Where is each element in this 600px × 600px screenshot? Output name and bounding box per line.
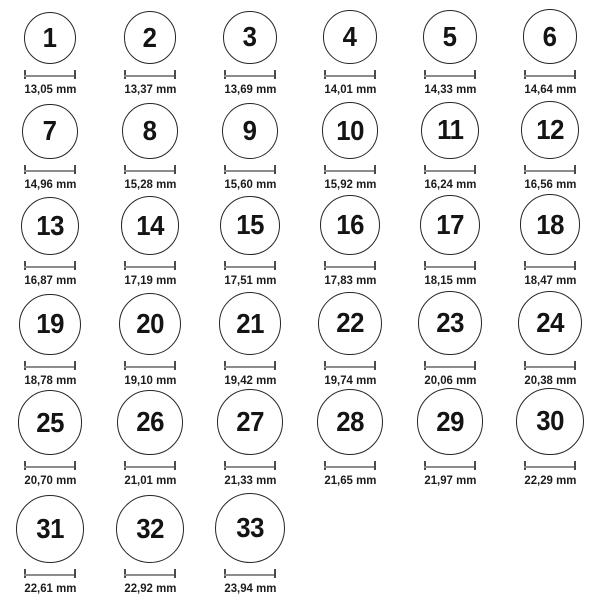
ring-circle [22,104,77,159]
ring-circle [518,291,582,355]
diameter-label: 22,92 mm [124,581,176,595]
diameter-dimension-line [24,165,76,174]
ring-circle [122,103,178,159]
dimension-tick-right [474,361,476,370]
dimension-rule [424,75,476,77]
dimension-rule [124,75,176,77]
ring-size-item [400,191,500,287]
diameter-label: 16,56 mm [524,177,576,191]
ring-circle [323,10,377,64]
ring-size-item [200,487,300,595]
ring-size-item [500,287,600,387]
ring-size-number: 24 [536,306,564,338]
diameter-dimension-line [324,461,376,470]
dimension-rule [424,466,476,468]
ring-size-number: 3 [243,21,257,53]
ring-size-item [0,287,100,387]
dimension-tick-right [74,361,76,370]
ring-size-item [400,6,500,96]
dimension-rule [324,170,376,172]
diameter-label: 18,78 mm [24,373,76,387]
ring-size-number: 17 [436,208,464,240]
ring-circle [219,292,282,355]
ring-size-number: 6 [543,20,557,52]
ring-circle [21,197,79,255]
dimension-rule [324,466,376,468]
dimension-rule [124,574,176,576]
dimension-rule [324,366,376,368]
diameter-dimension-line [24,461,76,470]
ring-size-item [0,487,100,595]
dimension-tick-right [174,361,176,370]
dimension-rule [24,366,76,368]
diameter-dimension-line [24,569,76,578]
ring-circle [521,101,579,159]
ring-size-item [500,387,600,487]
diameter-dimension-line [224,165,276,174]
dimension-tick-right [74,70,76,79]
ring-size-item [500,191,600,287]
diameter-label: 23,94 mm [224,581,276,595]
ring-size-item [500,96,600,191]
ring-circle [124,11,177,64]
ring-size-number: 31 [36,513,64,545]
diameter-label: 17,19 mm [124,273,176,287]
dimension-rule [224,170,276,172]
diameter-label: 15,28 mm [124,177,176,191]
diameter-label: 18,47 mm [524,273,576,287]
diameter-label: 19,10 mm [124,373,176,387]
dimension-tick-right [74,569,76,578]
dimension-tick-right [174,70,176,79]
diameter-dimension-line [524,261,576,270]
diameter-label: 20,38 mm [524,373,576,387]
diameter-label: 13,05 mm [24,82,76,96]
ring-size-item [0,191,100,287]
dimension-tick-right [274,70,276,79]
ring-size-item [300,287,400,387]
dimension-rule [224,466,276,468]
dimension-tick-right [474,261,476,270]
ring-size-item [300,387,400,487]
diameter-dimension-line [524,165,576,174]
ring-circle [418,291,482,355]
dimension-rule [524,75,576,77]
ring-size-item [100,6,200,96]
ring-size-number: 15 [236,209,264,241]
dimension-rule [524,366,576,368]
diameter-label: 22,61 mm [24,581,76,595]
diameter-dimension-line [224,361,276,370]
ring-size-number: 9 [243,114,257,146]
ring-size-item [0,387,100,487]
dimension-tick-right [274,261,276,270]
dimension-tick-right [74,165,76,174]
dimension-rule [224,75,276,77]
diameter-dimension-line [124,261,176,270]
ring-circle [523,9,578,64]
diameter-dimension-line [524,461,576,470]
dimension-rule [224,266,276,268]
diameter-label: 14,01 mm [324,82,376,96]
diameter-dimension-line [24,361,76,370]
diameter-dimension-line [124,461,176,470]
ring-size-number: 21 [236,307,264,339]
dimension-rule [524,466,576,468]
ring-size-item [400,96,500,191]
dimension-tick-right [574,261,576,270]
dimension-rule [224,366,276,368]
ring-size-number: 27 [236,406,264,438]
diameter-label: 13,69 mm [224,82,276,96]
ring-circle [222,103,278,159]
ring-circle [121,196,180,255]
ring-circle [19,294,80,355]
dimension-rule [424,366,476,368]
dimension-rule [24,266,76,268]
ring-size-number: 10 [336,114,364,146]
ring-size-number: 16 [336,209,364,241]
diameter-label: 19,74 mm [324,373,376,387]
diameter-dimension-line [424,261,476,270]
dimension-tick-right [174,461,176,470]
ring-circle [520,194,581,255]
dimension-rule [324,75,376,77]
dimension-tick-right [274,165,276,174]
dimension-rule [24,574,76,576]
diameter-label: 21,01 mm [124,473,176,487]
diameter-label: 15,92 mm [324,177,376,191]
ring-size-item [0,6,100,96]
diameter-label: 21,33 mm [224,473,276,487]
dimension-tick-right [274,461,276,470]
diameter-dimension-line [524,70,576,79]
diameter-label: 16,24 mm [424,177,476,191]
ring-circle [317,389,383,455]
ring-circle [116,495,184,563]
dimension-tick-right [274,569,276,578]
dimension-rule [424,266,476,268]
ring-size-item [200,6,300,96]
ring-size-item [200,287,300,387]
diameter-dimension-line [424,165,476,174]
diameter-label: 14,64 mm [524,82,576,96]
ring-circle [24,12,76,64]
ring-size-number: 4 [343,21,357,53]
diameter-dimension-line [324,361,376,370]
ring-size-item [100,287,200,387]
ring-circle [320,195,380,255]
ring-size-number: 20 [136,308,164,339]
ring-circle [18,390,83,455]
dimension-rule [424,170,476,172]
dimension-rule [124,170,176,172]
ring-size-number: 30 [536,405,564,437]
diameter-dimension-line [424,361,476,370]
ring-circle [119,293,181,355]
dimension-rule [124,466,176,468]
ring-circle [417,388,484,455]
diameter-dimension-line [324,70,376,79]
dimension-tick-right [374,261,376,270]
dimension-rule [24,466,76,468]
ring-size-item [500,6,600,96]
dimension-tick-right [74,261,76,270]
ring-size-item [400,387,500,487]
diameter-dimension-line [124,70,176,79]
ring-size-item [100,96,200,191]
ring-size-number: 1 [43,22,57,53]
diameter-dimension-line [224,461,276,470]
diameter-dimension-line [124,165,176,174]
ring-size-number: 28 [336,405,364,437]
diameter-dimension-line [424,70,476,79]
ring-circle [420,195,480,255]
ring-circle [423,10,477,64]
dimension-tick-right [174,261,176,270]
dimension-rule [224,574,276,576]
diameter-label: 19,42 mm [224,373,276,387]
dimension-tick-right [74,461,76,470]
diameter-label: 13,37 mm [124,82,176,96]
ring-circle [16,495,84,563]
diameter-label: 20,70 mm [24,473,76,487]
dimension-rule [24,170,76,172]
ring-circle [117,390,182,455]
ring-size-number: 5 [443,20,457,52]
dimension-tick-right [474,70,476,79]
dimension-tick-right [574,70,576,79]
dimension-tick-right [574,461,576,470]
dimension-tick-right [274,361,276,370]
ring-size-item [200,387,300,487]
dimension-tick-right [174,569,176,578]
ring-circle [421,102,478,159]
ring-size-number: 11 [436,114,464,146]
ring-size-item [200,191,300,287]
dimension-tick-right [174,165,176,174]
ring-size-item [0,96,100,191]
diameter-dimension-line [24,70,76,79]
diameter-dimension-line [24,261,76,270]
ring-size-item [400,287,500,387]
ring-size-item [200,96,300,191]
ring-size-number: 29 [436,405,464,437]
diameter-label: 22,29 mm [524,473,576,487]
dimension-rule [524,170,576,172]
diameter-dimension-line [224,261,276,270]
ring-circle [322,102,379,159]
diameter-label: 15,60 mm [224,177,276,191]
ring-size-number: 22 [336,307,364,339]
ring-size-number: 12 [536,114,564,146]
diameter-label: 16,87 mm [24,273,76,287]
ring-size-item [100,191,200,287]
dimension-rule [124,366,176,368]
diameter-label: 21,97 mm [424,473,476,487]
dimension-rule [324,266,376,268]
ring-size-number: 8 [143,115,157,147]
dimension-tick-right [374,361,376,370]
ring-size-number: 18 [536,208,564,240]
ring-size-number: 26 [136,406,164,438]
diameter-label: 14,96 mm [24,177,76,191]
ring-size-number: 32 [136,512,164,544]
ring-size-item [300,191,400,287]
ring-size-number: 2 [143,21,157,53]
dimension-tick-right [474,461,476,470]
dimension-tick-right [374,165,376,174]
ring-size-number: 19 [36,308,64,340]
diameter-label: 20,06 mm [424,373,476,387]
dimension-rule [24,75,76,77]
dimension-tick-right [574,165,576,174]
dimension-tick-right [374,70,376,79]
diameter-dimension-line [524,361,576,370]
dimension-rule [124,266,176,268]
ring-size-number: 23 [436,307,464,339]
diameter-dimension-line [124,569,176,578]
dimension-rule [524,266,576,268]
ring-size-item [100,487,200,595]
ring-circle [217,389,283,455]
diameter-label: 18,15 mm [424,273,476,287]
ring-size-number: 25 [36,406,64,438]
diameter-dimension-line [324,261,376,270]
ring-size-number: 7 [43,115,57,147]
diameter-label: 17,51 mm [224,273,276,287]
ring-size-item [100,387,200,487]
diameter-label: 21,65 mm [324,473,376,487]
ring-size-number: 14 [136,209,164,241]
ring-circle [223,11,276,64]
ring-circle [516,388,583,455]
dimension-tick-right [574,361,576,370]
ring-circle [215,493,285,563]
dimension-tick-right [474,165,476,174]
ring-size-number: 33 [236,512,264,543]
diameter-dimension-line [224,569,276,578]
diameter-dimension-line [224,70,276,79]
diameter-dimension-line [324,165,376,174]
diameter-label: 17,83 mm [324,273,376,287]
ring-circle [220,196,279,255]
ring-size-item [300,96,400,191]
ring-size-item [300,6,400,96]
diameter-dimension-line [424,461,476,470]
ring-circle [318,292,381,355]
ring-size-number: 13 [36,209,64,241]
dimension-tick-right [374,461,376,470]
diameter-dimension-line [124,361,176,370]
diameter-label: 14,33 mm [424,82,476,96]
